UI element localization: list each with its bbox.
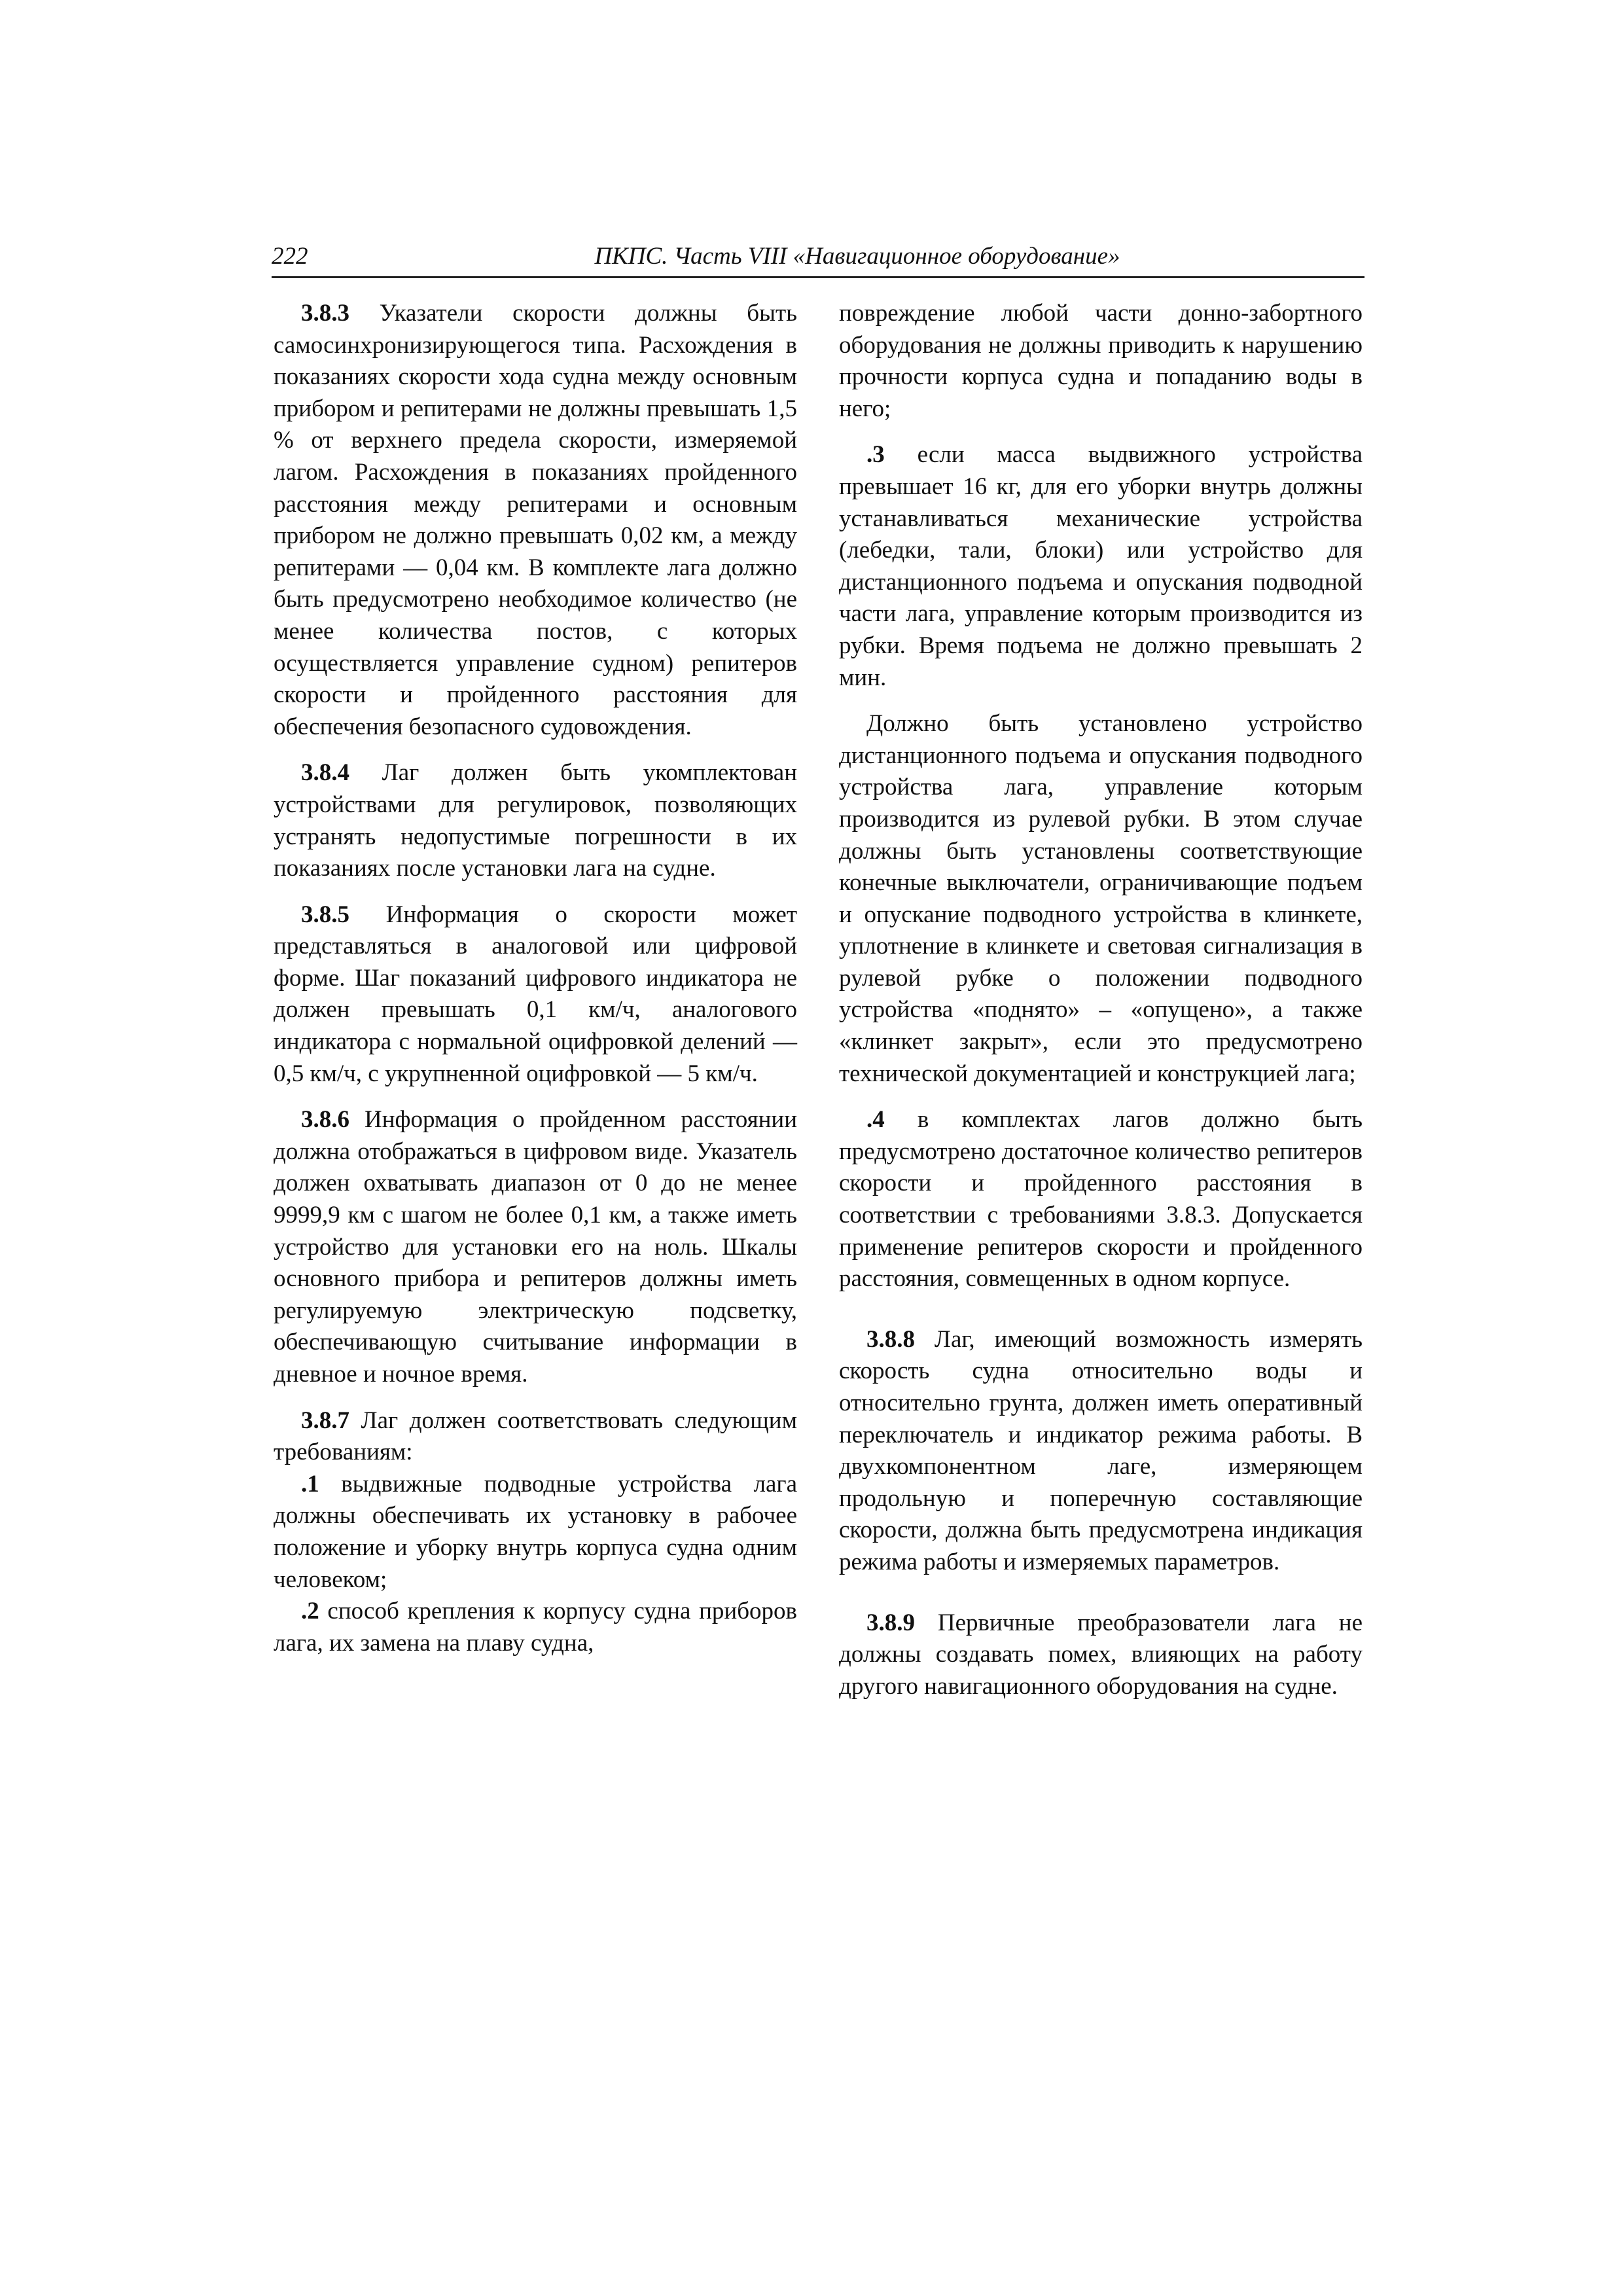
paragraph-text: выдвижные подводные устройства лага должны обеспечивать их установку в рабочее положение и уборку внутрь корпуса судна одним человеком; bbox=[274, 1470, 797, 1593]
paragraph-text: если масса выдвижного устройства превышает 16 кг, для его уборки внутрь должны устанавливаться механические устройства (лебедки, тали, блоки) или устройство для дистанционного подъема и опускания подводной части лага, управление которым производится из рубки. Время подъема не должно превышать 2 мин. bbox=[839, 441, 1363, 691]
section-number: 3.8.4 bbox=[301, 759, 349, 787]
item-number: .3 bbox=[866, 441, 885, 469]
section-number: 3.8.9 bbox=[866, 1609, 915, 1636]
list-item-3 bbox=[839, 439, 1363, 694]
paragraph-text: способ крепления к корпусу судна приборов лага, их замена на плаву судна, bbox=[274, 1598, 797, 1657]
left-column bbox=[274, 298, 797, 1659]
paragraph-text: повреждение любой части донно-забортного оборудования не должны приводить к нарушению прочности корпуса судна и попаданию воды в него; bbox=[839, 300, 1363, 422]
paragraph-text: Указатели скорости должны быть самосинхронизирующегося типа. Расхождения в показаниях скорости хода судна между основным прибором и репитерами не должны превышать 1,5 % от верхнего предела скорости, измеряемой лагом. Расхождения в показаниях пройденного расстояния между репитерами и основным прибором не должно превышать 0,02 км, а между репитерами — 0,04 км. В комплекте лага должно быть предусмотрено необходимое количество (не менее количества постов, с которых осуществляется управление судном) репитеров скорости и пройденного расстояния для обеспечения безопасного судовождения. bbox=[274, 300, 797, 740]
paragraph-text: Первичные преобразователи лага не должны создавать помех, влияющих на работу другого навигационного оборудования на судне. bbox=[839, 1609, 1363, 1700]
page-number: 222 bbox=[272, 243, 308, 270]
list-item-4 bbox=[839, 1104, 1363, 1295]
item-number: .4 bbox=[866, 1106, 885, 1134]
paragraph-text: Информация о скорости может представляться в аналоговой или цифровой форме. Шаг показаний цифрового индикатора не должен превышать 0,1 км/ч, аналогового индикатора с нормальной оцифровкой делений — 0,5 км/ч, с укрупненной оцифровкой — 5 км/ч. bbox=[274, 901, 797, 1087]
list-item-1 bbox=[274, 1469, 797, 1596]
section-number: 3.8.3 bbox=[301, 300, 349, 327]
paragraph-text: Информация о пройденном расстоянии должна отображаться в цифровом виде. Указатель должен охватывать диапазон от 0 до не менее 9999,9 км с шагом не более 0,1 км, а также иметь устройство для установки его на ноль. Шкалы основного прибора и репитеров должны иметь регулируемую электрическую подсветку, обеспечивающую считывание информации в дневное и ночное время. bbox=[274, 1106, 798, 1388]
paragraph-3-8-3 bbox=[274, 298, 797, 743]
section-number: 3.8.8 bbox=[866, 1325, 915, 1353]
list-item-2 bbox=[274, 1596, 797, 1659]
paragraph-3-8-9 bbox=[839, 1607, 1363, 1703]
paragraph-3-8-6 bbox=[274, 1104, 797, 1390]
paragraph-3-8-4 bbox=[274, 757, 797, 884]
paragraph-3-8-8 bbox=[839, 1324, 1363, 1579]
section-number: 3.8.7 bbox=[301, 1407, 349, 1434]
paragraph-text: Лаг должен соответствовать следующим требованиям: bbox=[274, 1407, 797, 1466]
paragraph-text: Должно быть установлено устройство дистанционного подъема и опускания подводного устройства лага, управление которым производится из рулевой рубки. В этом случае должны быть установлены соответствующие конечные выключатели, ограничивающие подъем и опускание подводного устройства в клинкете, уплотнение в клинкете и световая сигнализация в рулевой рубке о положении подводного устройства «поднято» – «опущено», а также «клинкет закрыт», если это предусмотрено технической документацией и конструкцией лага; bbox=[839, 710, 1363, 1087]
section-number: 3.8.5 bbox=[301, 901, 349, 928]
running-header bbox=[272, 242, 1364, 278]
section-number: 3.8.6 bbox=[301, 1106, 349, 1134]
item-number: .1 bbox=[301, 1470, 319, 1498]
paragraph-text: в комплектах лагов должно быть предусмотрено достаточное количество репитеров скорости и пройденного расстояния в соответствии с требованиями 3.8.3. Допускается применение репитеров скорости и пройденного расстояния, совмещенных в одном корпусе. bbox=[839, 1106, 1363, 1293]
right-column bbox=[839, 298, 1363, 1702]
list-item-2-continued bbox=[839, 298, 1363, 425]
running-title: ПКПС. Часть VIII «Навигационное оборудование» bbox=[594, 243, 1120, 270]
paragraph-3-8-5 bbox=[274, 899, 797, 1090]
item-number: .2 bbox=[301, 1598, 319, 1625]
paragraph-text: Лаг, имеющий возможность измерять скорость судна относительно воды и относительно грунта, должен иметь оперативный переключатель и индикатор режима работы. В двухкомпонентном лаге, измеряющем продольную и поперечную составляющие скорости, должна быть предусмотрена индикация режима работы и измеряемых параметров. bbox=[839, 1325, 1363, 1575]
paragraph-text: Лаг должен быть укомплектован устройствами для регулировок, позволяющих устранять недопустимые погрешности в их показаниях после установки лага на судне. bbox=[274, 759, 798, 882]
paragraph-remote-lift bbox=[839, 708, 1363, 1090]
paragraph-3-8-7 bbox=[274, 1405, 797, 1469]
